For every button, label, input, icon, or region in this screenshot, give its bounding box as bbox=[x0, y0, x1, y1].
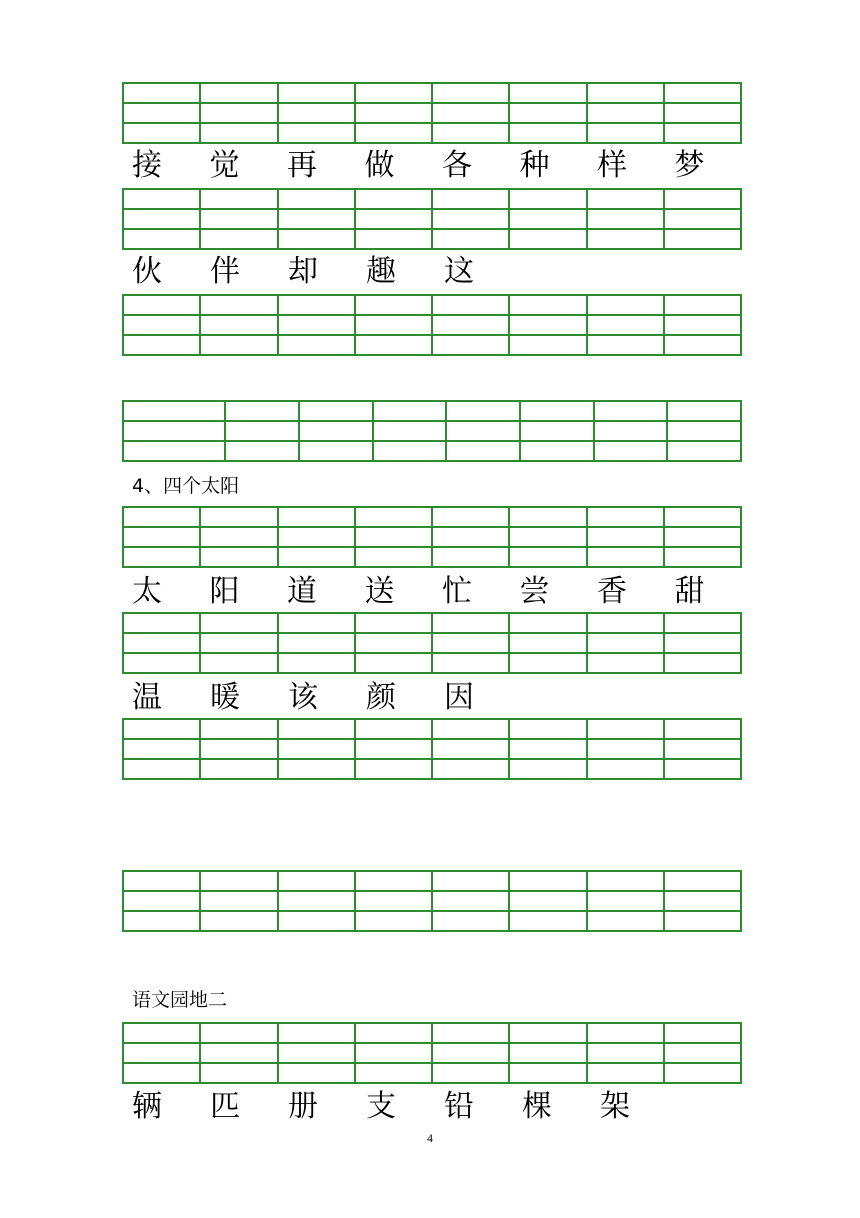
writing-grid bbox=[122, 870, 742, 932]
character: 支 bbox=[366, 1089, 396, 1124]
character: 梦 bbox=[674, 148, 705, 183]
character: 觉 bbox=[209, 148, 240, 183]
character: 送 bbox=[364, 574, 395, 609]
character: 因 bbox=[444, 680, 474, 715]
writing-grid bbox=[122, 506, 742, 568]
character: 阳 bbox=[209, 574, 240, 609]
character: 各 bbox=[442, 148, 472, 183]
character: 忙 bbox=[442, 574, 472, 609]
character: 接 bbox=[132, 148, 162, 183]
character: 架 bbox=[600, 1089, 630, 1124]
character: 再 bbox=[287, 148, 317, 183]
writing-grid bbox=[122, 1022, 742, 1084]
character: 太 bbox=[132, 574, 162, 609]
character: 做 bbox=[364, 148, 395, 183]
character-row bbox=[132, 252, 752, 292]
character: 暖 bbox=[210, 680, 240, 715]
character: 伙 bbox=[132, 254, 162, 289]
character: 颜 bbox=[366, 680, 396, 715]
writing-grid bbox=[122, 294, 742, 356]
character: 棵 bbox=[522, 1089, 552, 1124]
character: 温 bbox=[132, 680, 162, 715]
writing-grid bbox=[122, 188, 742, 250]
character-row bbox=[132, 146, 752, 186]
writing-grid bbox=[122, 612, 742, 674]
character: 册 bbox=[288, 1089, 318, 1124]
character: 趣 bbox=[366, 254, 396, 289]
character: 匹 bbox=[210, 1089, 240, 1124]
character-row bbox=[132, 678, 752, 718]
writing-grid bbox=[122, 400, 742, 462]
writing-grid bbox=[122, 82, 742, 144]
character: 尝 bbox=[519, 574, 550, 609]
character: 却 bbox=[288, 254, 318, 289]
character-row bbox=[132, 572, 752, 612]
character: 种 bbox=[519, 148, 550, 183]
writing-grid bbox=[122, 718, 742, 780]
character: 伴 bbox=[210, 254, 240, 289]
character: 辆 bbox=[132, 1089, 162, 1124]
section-heading: 语文园地二 bbox=[132, 989, 228, 1011]
section-heading: 4、四个太阳 bbox=[132, 475, 240, 497]
character: 道 bbox=[287, 574, 317, 609]
character: 该 bbox=[288, 680, 318, 715]
page-number: 4 bbox=[427, 1131, 433, 1145]
character-row bbox=[132, 1087, 752, 1127]
character: 样 bbox=[597, 148, 627, 183]
character: 铅 bbox=[444, 1089, 474, 1124]
character: 甜 bbox=[674, 574, 705, 609]
character: 这 bbox=[444, 254, 474, 289]
character: 香 bbox=[597, 574, 627, 609]
